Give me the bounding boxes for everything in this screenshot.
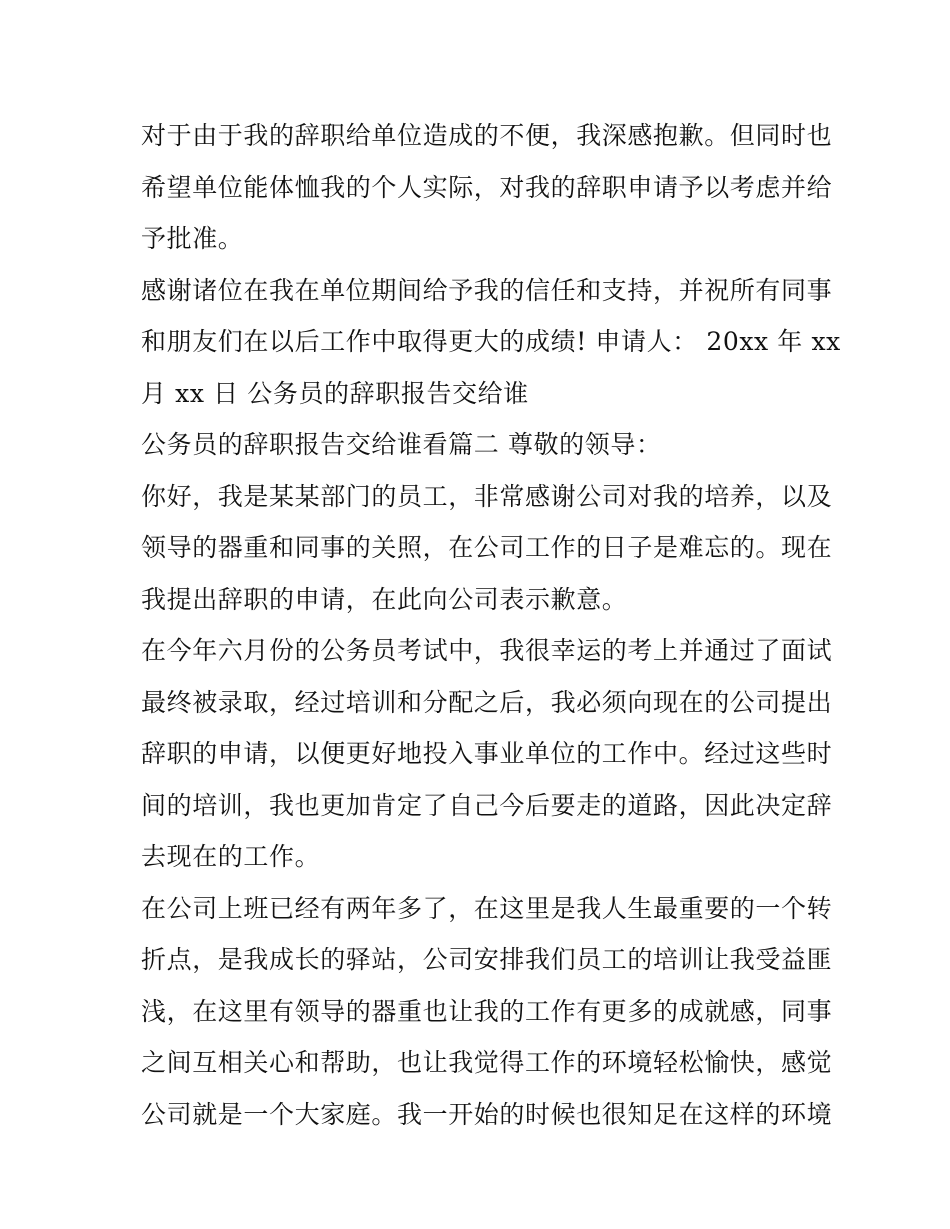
- text-line: 我提出辞职的申请，在此向公司表示歉意。: [141, 584, 628, 614]
- text-line: 予批准。: [141, 224, 244, 253]
- text-line: 之间互相关心和帮助，也让我觉得工作的环境轻松愉快，感觉: [141, 1048, 833, 1077]
- text-line: 在公司上班已经有两年多了，在这里是我人生最重要的一个转: [141, 893, 833, 923]
- text-line: 浅，在这里有领导的器重也让我的工作有更多的成就感，同事: [141, 996, 833, 1026]
- text-line: 辞职的申请，以便更好地投入事业单位的工作中。经过这些时: [141, 739, 833, 768]
- text-line: 公务员的辞职报告交给谁看篇二 尊敬的领导：: [141, 430, 662, 459]
- document-body: [141, 110, 841, 1140]
- text-line: 在今年六月份的公务员考试中，我很幸运的考上并通过了面试: [141, 636, 833, 665]
- text-line: 月 xx 日 公务员的辞职报告交给谁: [141, 378, 529, 408]
- text-line: 你好，我是某某部门的员工，非常感谢公司对我的培养，以及: [141, 481, 833, 511]
- text-line: 折点，是我成长的驿站，公司安排我们员工的培训让我受益匪: [141, 945, 833, 974]
- text-line: 间的培训，我也更加肯定了自己今后要走的道路，因此决定辞: [141, 790, 833, 820]
- text-line: 最终被录取，经过培训和分配之后，我必须向现在的公司提出: [141, 687, 833, 717]
- text-line: 希望单位能体恤我的个人实际，对我的辞职申请予以考虑并给: [141, 172, 833, 202]
- text-line: 和朋友们在以后工作中取得更大的成绩! 申请人： 20xx 年 xx: [141, 327, 841, 356]
- text-line: 领导的器重和同事的关照，在公司工作的日子是难忘的。现在: [141, 533, 833, 562]
- text-line: 对于由于我的辞职给单位造成的不便，我深感抱歉。但同时也: [141, 121, 833, 150]
- text-line: 去现在的工作。: [141, 842, 321, 871]
- text-line: 感谢诸位在我在单位期间给予我的信任和支持，并祝所有同事: [141, 275, 833, 305]
- text-line: 公司就是一个大家庭。我一开始的时候也很知足在这样的环境: [141, 1099, 833, 1129]
